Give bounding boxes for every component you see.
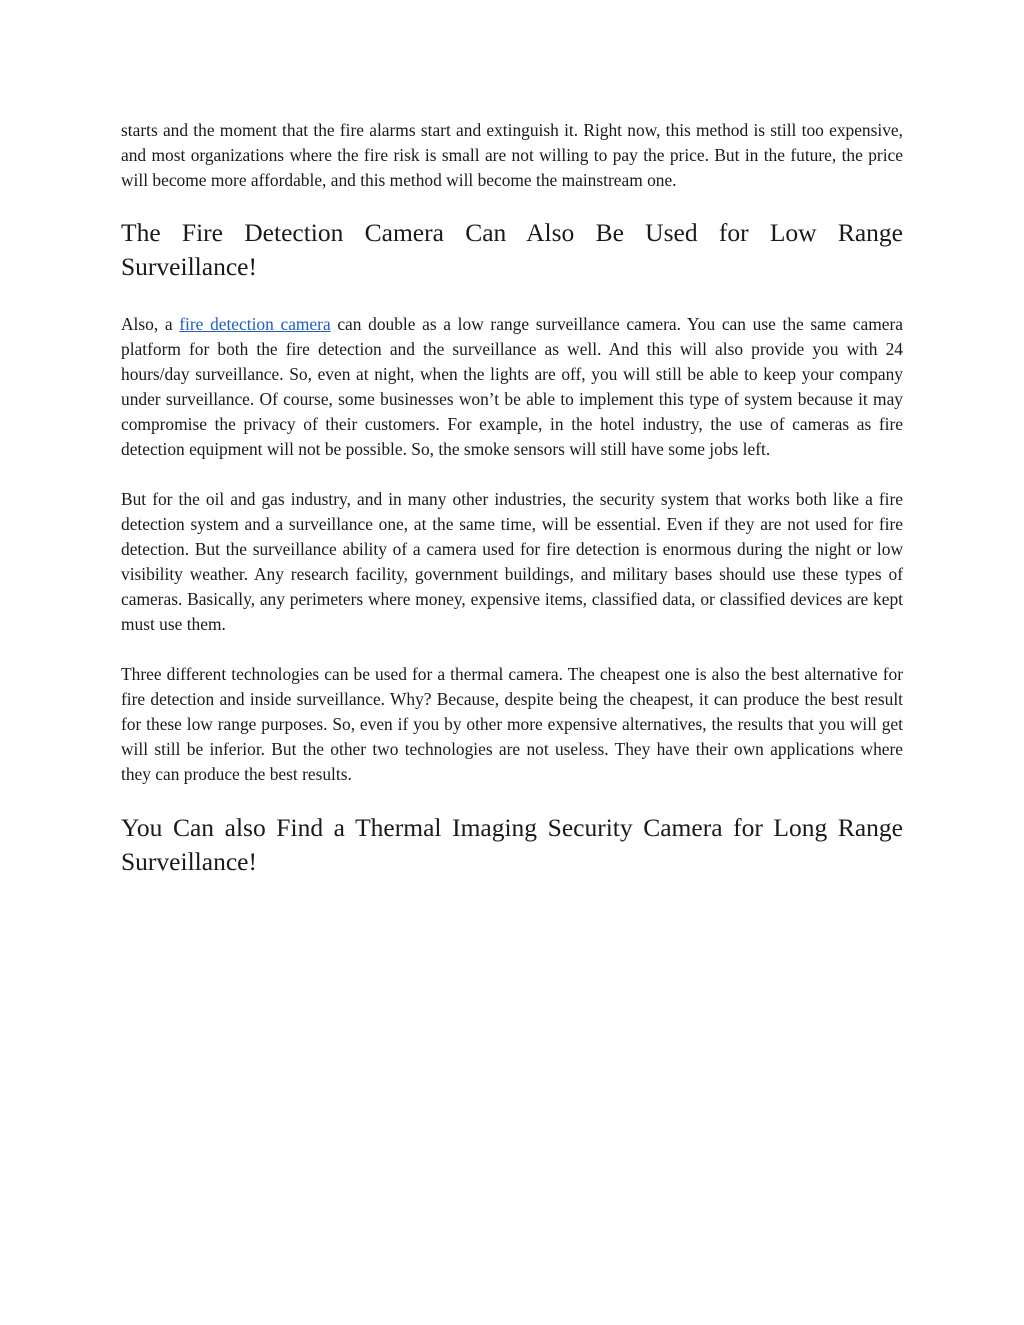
paragraph-low-range-surveillance xyxy=(121,312,903,462)
section-heading-long-range: You Can also Find a Thermal Imaging Security Camera for Long Range Surveillance! xyxy=(121,813,903,876)
section-heading-low-range xyxy=(121,216,903,284)
section-heading-low-range-line1: The Fire Detection Camera Can Also Be Used for Low Range xyxy=(121,218,903,247)
paragraph-thermal-technologies: Three different technologies can be used for a thermal camera. The cheapest one is also the best alternative for fire detection and inside surveillance. Why? Because, despite being the cheapest, it can produce the best result for these low range purposes. So, even if you by other more expensive alternatives, the results that you will get will still be inferior. But the other two technologies are not useless. They have their own applications where they can produce the best results. xyxy=(121,664,903,784)
paragraph-suffix: can double as a low range surveillance camera. You can use the same camera platform for both the fire detection and the surveillance as well. And this will also provide you with 24 hours/day surveillance. So, even at night, when the lights are off, you will still be able to keep your company under surveillance. Of course, some businesses won’t be able to implement this type of system because it may compromise the privacy of their customers. For example, in the hotel industry, the use of cameras as fire detection equipment will not be possible. So, the smoke sensors will still have some jobs left. xyxy=(121,314,903,459)
fire-detection-camera-link[interactable]: fire detection camera xyxy=(179,314,331,334)
paragraph-oil-gas-industry: But for the oil and gas industry, and in many other industries, the security system that works both like a fire detection system and a surveillance one, at the same time, will be essential. Even if they are not used for fire detection. But the surveillance ability of a camera used for fire detection is enormous during the night or low visibility weather. Any research facility, government buildings, and military bases should use these types of cameras. Basically, any perimeters where money, expensive items, classified data, or classified devices are kept must use them. xyxy=(121,489,903,634)
intro-paragraph: starts and the moment that the fire alarms start and extinguish it. Right now, this method is still too expensive, and most organizations where the fire risk is small are not willing to pay the price. But in the future, the price will become more affordable, and this method will become the mainstream one. xyxy=(121,120,903,190)
paragraph-prefix: Also, a xyxy=(121,314,180,334)
section-heading-low-range-line2: Surveillance! xyxy=(121,252,257,281)
document-page xyxy=(121,118,903,879)
